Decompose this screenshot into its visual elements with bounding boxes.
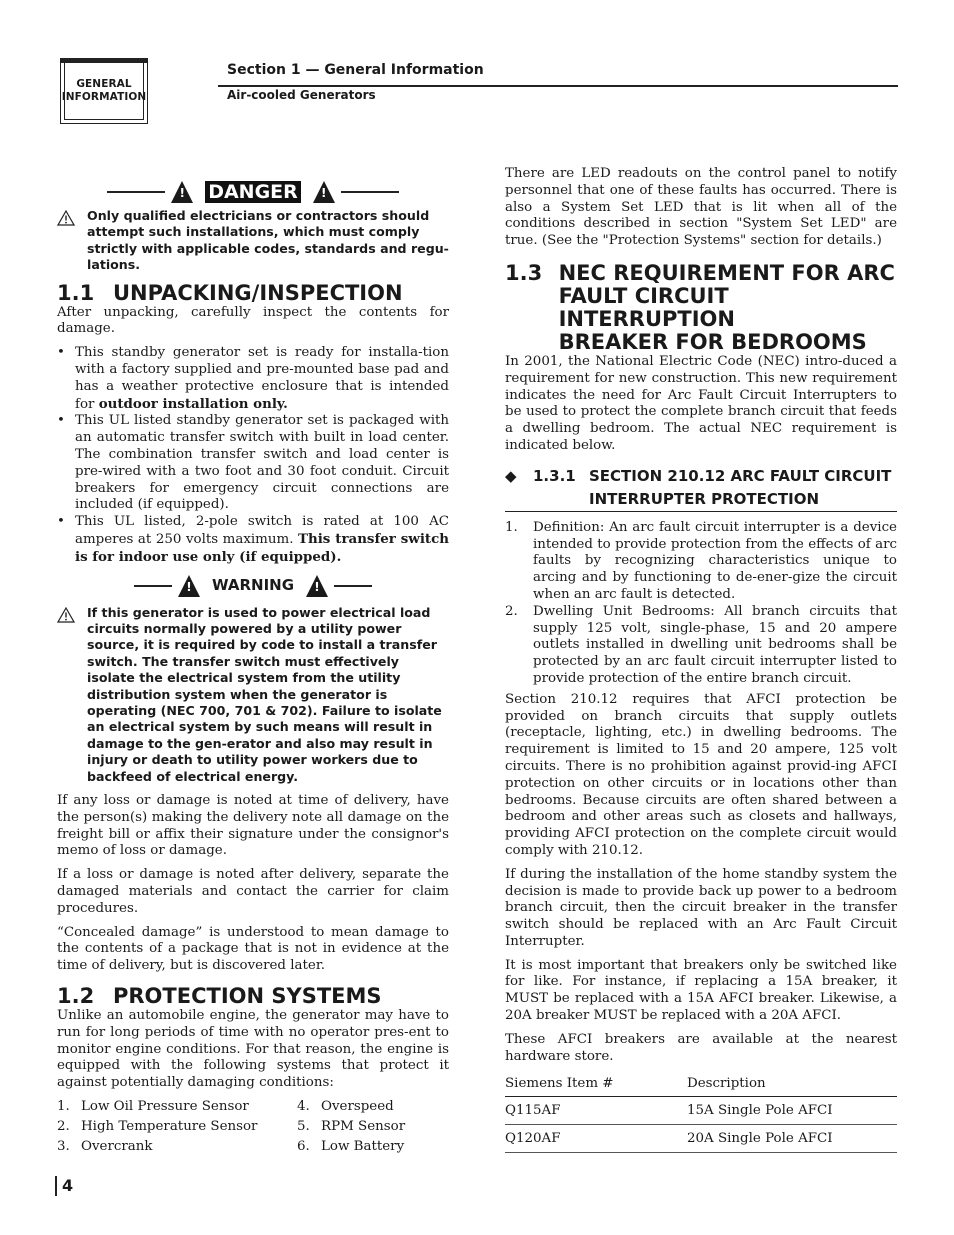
paragraph: These AFCI breakers are available at the nearest hardware store. <box>505 1031 897 1064</box>
list-item: 3. Overcrank <box>57 1138 153 1154</box>
paragraph: “Concealed damage” is understood to mean damage to the contents of a package that is not in evidence at the time of delivery, but is discovered later. <box>57 924 449 974</box>
heading-1-3-1 <box>505 465 897 512</box>
unpacking-bullets <box>57 345 449 566</box>
warning-triangle-icon: ! <box>306 575 328 597</box>
table-cell: 20A Single Pole AFCI <box>687 1125 897 1153</box>
list-item: 2. High Temperature Sensor <box>57 1118 258 1134</box>
diamond-bullet-icon: ◆ <box>505 466 517 485</box>
table-cell: 15A Single Pole AFCI <box>687 1097 897 1125</box>
list-item: • This standby generator set is ready for installa-tion with a factory supplied and pre-mounted base pad and has a weather protective enclosure that is intended for outdoor installation only. <box>57 345 449 412</box>
header-rule <box>218 85 898 87</box>
heading-1-1 <box>57 282 449 305</box>
badge-line-2: INFORMATION <box>61 91 147 103</box>
warning-triangle-icon: ! <box>178 575 200 597</box>
page-number: 4 <box>62 1176 74 1195</box>
warning-triangle-icon: ! <box>171 181 193 203</box>
caution-triangle-icon <box>57 210 75 226</box>
list-item: • This UL listed standby generator set is packaged with an automatic transfer switch with built in load center. The combination transfer switch and load center is pre-wired with a two foot and 30 foot conduit. Circuit breakers for emergency circuit connections are included (if equipped). <box>57 413 449 513</box>
warning-triangle-icon: ! <box>313 181 335 203</box>
list-item: 1. Definition: An arc fault circuit interrupter is a device intended to provide protection from the effects of arc faults by recognizing characteristics unique to arcing and by functioning to de-ener-gize the circuit when an arc fault is detected. <box>505 519 897 602</box>
danger-header <box>57 178 449 206</box>
list-item: 2. Dwelling Unit Bedrooms: All branch circuits that supply 125 volt, single-phase, 15 and 20 ampere outlets installed in dwelling unit bedrooms shall be protected by an arc fault circuit interrupter listed to provide protection of the entire branch circuit. <box>505 603 897 686</box>
table-cell: Q120AF <box>505 1125 687 1153</box>
table-row <box>505 1097 897 1125</box>
heading-1-2 <box>57 985 449 1008</box>
column-header: Siemens Item # <box>505 1072 687 1096</box>
subheading-number: 1.3.1 <box>533 466 576 485</box>
column-header: Description <box>687 1072 897 1096</box>
afci-table <box>505 1072 897 1152</box>
led-paragraph: There are LED readouts on the control panel to notify personnel that one of these faults has occurred. There is also a System Set LED that is lit when all of the conditions described in section "System Set LED" are true. (See the "Protection Systems" section for details.) <box>505 166 897 249</box>
list-item: • This UL listed, 2-pole switch is rated at 100 AC amperes at 250 volts maximum. This transfer switch is for indoor use only (if equipped). <box>57 514 449 565</box>
list-item: 6. Low Battery <box>297 1138 405 1154</box>
protection-systems-list <box>57 1099 449 1155</box>
left-column <box>57 178 449 1155</box>
table-cell: Q115AF <box>505 1097 687 1125</box>
list-item: 1. Low Oil Pressure Sensor <box>57 1099 249 1114</box>
heading-title: UNPACKING/INSPECTION <box>113 280 403 305</box>
table-header-row <box>505 1072 897 1096</box>
heading-number: 1.3 <box>505 260 543 285</box>
badge-line-1: GENERAL <box>76 78 132 90</box>
list-item: 5. RPM Sensor <box>297 1118 406 1134</box>
heading-title-line-1: NEC REQUIREMENT FOR ARC <box>558 260 895 285</box>
heading-number: 1.2 <box>57 984 95 1009</box>
paragraph: Section 210.12 requires that AFCI protection be provided on branch circuits that supply outlets (receptacle, lighting, etc.) in dwelling bedrooms. The requirement is limited to 15 and 20 ampere, 125 volt circuits. There is no prohibition against provid-ing AFCI protection on other circuits or in locations other than bedrooms. Because circuits are often shared between a bedroom and other areas such as closets and hallways, providing AFCI protection on the complete circuit would comply with 210.12. <box>505 691 897 858</box>
danger-message <box>57 208 449 274</box>
unpacking-intro: After unpacking, carefully inspect the contents for damage. <box>57 304 449 337</box>
protection-intro: Unlike an automobile engine, the generator may have to run for long periods of time with no operator pres-ent to monitor engine conditions. For that reason, the engine is equipped with the following systems that protect it against potentially damaging conditions: <box>57 1008 449 1091</box>
heading-title: PROTECTION SYSTEMS <box>113 984 382 1009</box>
heading-title-line-2: FAULT CIRCUIT INTERRUPTION <box>558 283 735 331</box>
warning-label: WARNING <box>211 576 295 595</box>
danger-text: Only qualified electricians or contractors should attempt such installations, which must comply strictly with applicable codes, standards and regu-lations. <box>87 208 449 273</box>
nec-definitions <box>505 520 897 688</box>
heading-title-line-3: BREAKER FOR BEDROOMS <box>558 329 867 354</box>
heading-1-3 <box>505 262 897 354</box>
subheading-title-line-1: SECTION 210.12 ARC FAULT CIRCUIT <box>589 466 892 485</box>
table-row <box>505 1125 897 1153</box>
paragraph: It is most important that breakers only be switched like for like. For instance, if replacing a 15A breaker, it MUST be replaced with a 15A AFCI breaker. Likewise, a 20A breaker MUST be replaced with a 20A AFCI. <box>505 957 897 1024</box>
danger-label: DANGER <box>205 181 301 203</box>
section-title: Section 1 — General Information <box>227 62 484 78</box>
warning-text: If this generator is used to power electrical load circuits normally powered by a utility power source, it is required by code to install a transfer switch. The transfer switch must effectively isolate the electrical system from the utility distribution system when the generator is operating (NEC 700, 701 & 702). Failure to isolate an electrical system by such means will result in damage to the gen-erator and also may result in injury or death to utility power workers due to backfeed of electrical energy. <box>87 604 442 784</box>
section-subtitle: Air-cooled Generators <box>227 88 376 102</box>
heading-number: 1.1 <box>57 280 95 305</box>
paragraph: If during the installation of the home standby system the decision is made to provide back up power to a bedroom branch circuit, then the circuit breaker in the transfer switch should be replaced with an Arc Fault Circuit Interrupter. <box>505 866 897 949</box>
warning-message <box>57 605 449 785</box>
paragraph: If any loss or damage is noted at time of delivery, have the person(s) making the delivery note all damage on the freight bill or affix their signature under the consignor's memo of loss or damage. <box>57 793 449 859</box>
warning-header <box>57 573 449 599</box>
caution-triangle-icon <box>57 607 75 623</box>
section-badge <box>60 58 148 124</box>
list-item: 4. Overspeed <box>297 1099 394 1114</box>
page-number-bar <box>55 1176 57 1196</box>
nec-intro: In 2001, the National Electric Code (NEC) intro-duced a requirement for new construction. This new requirement indicates the need for Arc Fault Circuit Interrupters to be used to protect the complete branch circuit that feeds a dwelling bedroom. The actual NEC requirement is indicated below. <box>505 353 897 453</box>
paragraph: If a loss or damage is noted after delivery, separate the damaged materials and contact the carrier for claim procedures. <box>57 867 449 916</box>
subheading-title-line-2: INTERRUPTER PROTECTION <box>589 489 820 508</box>
right-column <box>505 166 897 1153</box>
